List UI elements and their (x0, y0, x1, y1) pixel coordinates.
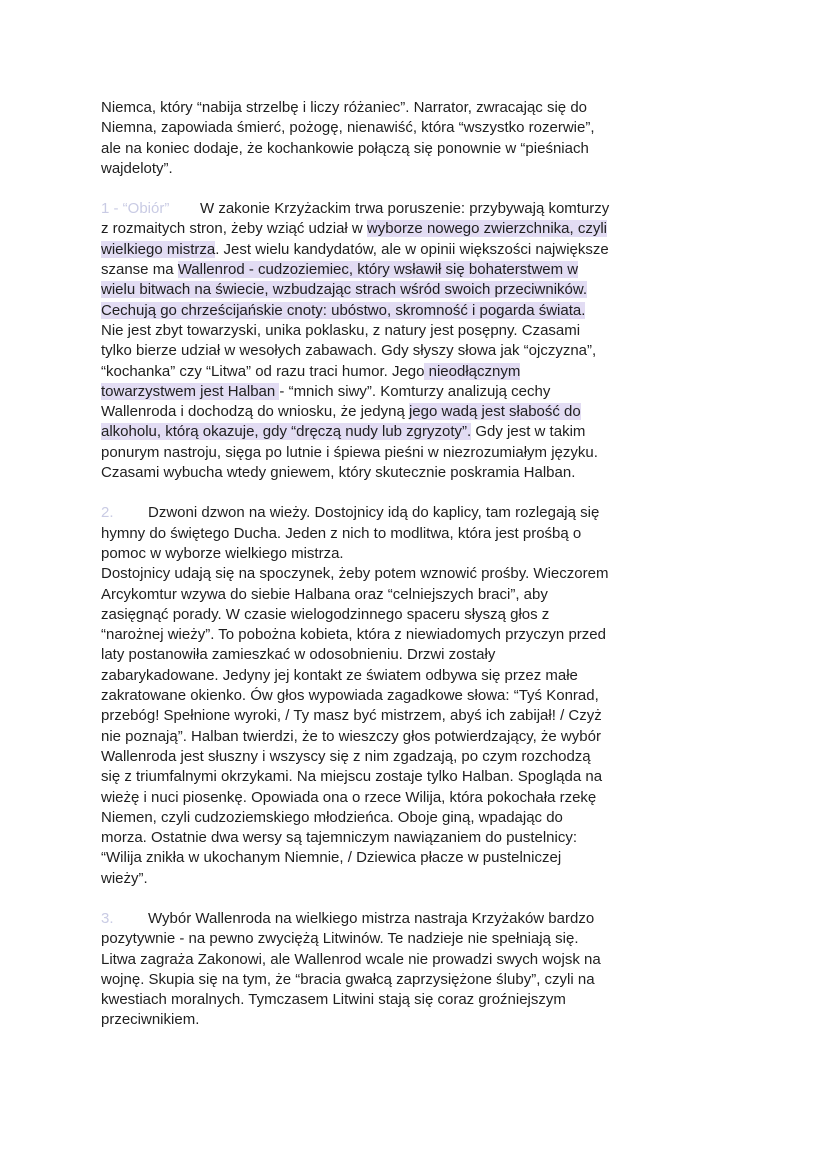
text-segment: Wybór Wallenroda na wielkiego mistrza nastraja Krzyżaków bardzo pozytywnie - na pewno zwyciężą Litwinów. Te nadzieje nie spełniają się. Litwa zagraża Zakonowi, ale Wallenrod wcale nie prowadzi swych wojsk na wojnę. Skupia się na tym, że “bracia gwałcą zaprzysiężone śluby”, czyli na kwestiach moralnych. Tymczasem Litwini stają się coraz groźniejszym przeciwnikiem. (101, 909, 601, 1029)
text-segment: Nie jest zbyt towarzyski, unika poklasku, z natury jest posępny. Czasami tylko bierze udział w wesołych zabawach. Gdy słyszy słowa jak “ojczyzna”, “kochanka” czy “Litwa” od razu traci humor. Jego (101, 321, 597, 380)
highlighted-text: nieodłącznym towarzystwem jest Halban (101, 362, 521, 400)
paragraph-2 (101, 503, 611, 889)
text-segment: . Jest wielu kandydatów, ale w opinii większości największe szanse ma (101, 240, 609, 279)
text-segment: Niemca, który “nabija strzelbę i liczy różaniec”. Narrator, zwracając się do Niemna, zapowiada śmierć, pożogę, nienawiść, która “wszystko rozerwie”, ale na koniec dodaje, że kochankowie połączą się ponownie w “pieśniach wajdeloty”. (101, 99, 595, 177)
text-segment: W zakonie Krzyżackim trwa poruszenie: przybywają komturzy z rozmaitych stron, żeby wziąć udział w (101, 200, 610, 238)
highlighted-text: wyborze nowego zwierzchnika, czyli wielkiego mistrza (101, 220, 608, 258)
highlighted-text: Wallenrod - cudzoziemiec, który wsławił się bohaterstwem w wielu bitwach na świecie, wzbudzając strach wśród swoich przeciwników. Cechują go chrześcijańskie cnoty: ubóstwo, skromność i pogarda świata. (101, 261, 588, 319)
section-label: 3. (101, 909, 114, 927)
document-text (101, 98, 611, 1051)
text-segment: Dostojnicy udają się na spoczynek, żeby potem wznowić prośby. Wieczorem Arcykomtur wzywa do siebie Halbana oraz “celniejszych braci”, aby zasięgnąć porady. W czasie wielogodzinnego spaceru słyszą głos z “narożnej wieży”. To pobożna kobieta, która z niewiadomych przyczyn przed laty postanowiła zamieszkać w odosobnieniu. Drzwi zostały zabarykadowane. Jedyny jej kontakt ze światem odbywa się przez małe zakratowane okienko. Ów głos wypowiada zagadkowe słowa: “Tyś Konrad, przebóg! Spełnione wyroki, / Ty masz być mistrzem, abyś ich zabijał! / Czyż nie poznają”. Halban twierdzi, że to wieszczy głos potwierdzający, że wybór Wallenroda jest słuszny i wszyscy się z nim zgadzają, po czym rozchodzą się z triumfalnymi okrzykami. Na miejscu zostaje tylko Halban. Spogląda na wieżę i nuci piosenkę. Opowiada ona o rzece Wilija, która pokochała rzekę Niemen, czyli cudzoziemskiego młodzieńca. Oboje giną, wpadając do morza. Ostatnie dwa wersy są tajemniczym nawiązaniem do pustelnicy: “Wilija znikła w ukochanym Niemnie, / Dziewica płacze w pustelniczej wieży”. (101, 565, 609, 887)
section-label: 1 - “Obiór” (101, 200, 170, 218)
text-segment: - “mnich siwy”. Komturzy analizują cechy Wallenroda i dochodzą do wniosku, że jedyną (101, 382, 551, 421)
paragraph-3 (101, 909, 611, 1031)
paragraph-1-obior (101, 199, 611, 483)
text-segment: Dzwoni dzwon na wieży. Dostojnicy idą do kaplicy, tam rozlegają się hymny do świętego Ducha. Jeden z nich to modlitwa, która jest prośbą o pomoc w wyborze wielkiego mistrza. (101, 504, 600, 562)
highlighted-text: jego wadą jest słabość do alkoholu, którą okazuje, gdy “dręczą nudy lub zgryzoty”. (101, 403, 581, 441)
section-label: 2. (101, 504, 114, 522)
paragraph-intro (101, 98, 611, 179)
text-segment: Gdy jest w takim ponurym nastroju, sięga po lutnie i śpiewa pieśni w niezrozumiałym języku. Czasami wybucha wtedy gniewem, który skutecznie poskramia Halban. (101, 423, 598, 482)
